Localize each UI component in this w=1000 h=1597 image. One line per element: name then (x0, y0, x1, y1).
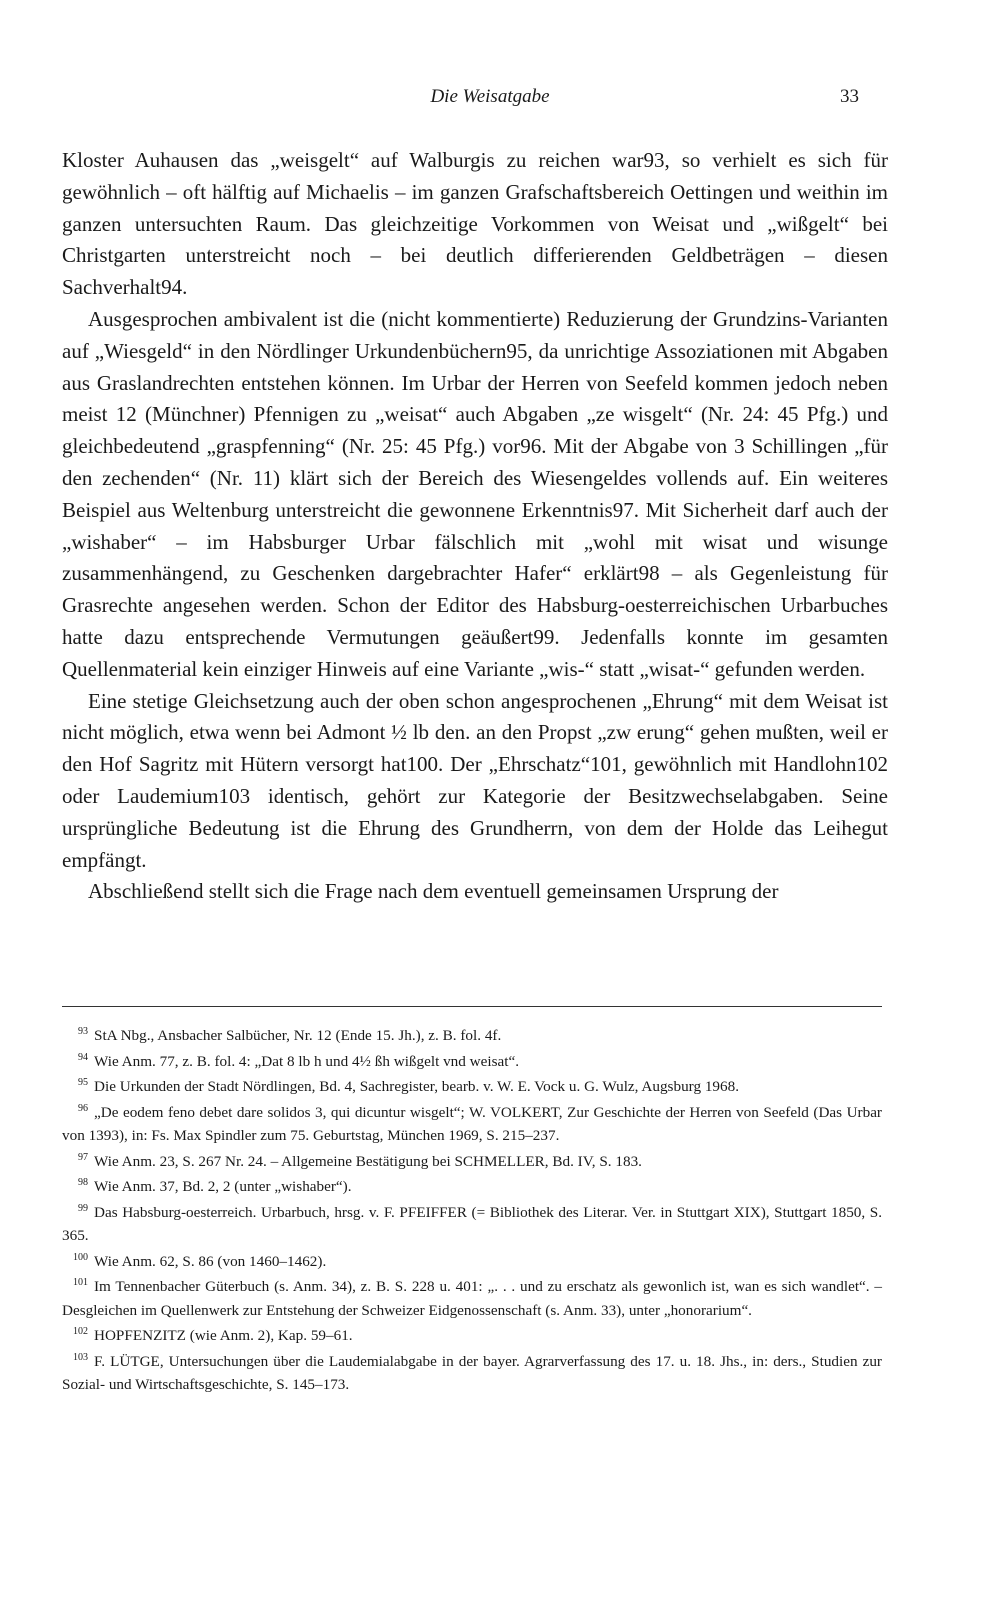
footnote (62, 1250, 882, 1274)
footnote-number: 103 (73, 1351, 88, 1363)
footnote-text: Wie Anm. 77, z. B. fol. 4: „Dat 8 lb h und 4½ ßh wißgelt vnd weisat“. (94, 1052, 519, 1070)
running-title: Die Weisatgabe (430, 86, 550, 107)
footnote-text: Im Tennenbacher Güterbuch (s. Anm. 34), z. B. S. 228 u. 401: „. . . und zu erschatz als gewonlich ist, wan es sich wandlet“. – Desgleichen im Quellenwerk zur Entstehung der Schweizer Eidgenossenschaft (s. Anm. 33), unter „honorarium“. (62, 1278, 882, 1319)
footnote-number: 96 (78, 1102, 88, 1114)
footnote (62, 1275, 882, 1322)
paragraph: Ausgesprochen ambivalent ist die (nicht kommentierte) Reduzierung der Grundzins-Varianten auf „Wiesgeld“ in den Nördlinger Urkundenbüchern95, da unrichtige Assoziationen mit Abgaben aus Graslandrechten entstehen können. Im Urbar der Herren von Seefeld kommen jedoch neben meist 12 (Münchner) Pfennigen zu „weisat“ auch Abgaben „ze wisgelt“ (Nr. 24: 45 Pfg.) und gleichbedeutend „graspfenning“ (Nr. 25: 45 Pfg.) vor96. Mit der Abgabe von 3 Schillingen „für den zechenden“ (Nr. 11) klärt sich der Bereich des Wiesengeldes vollends auf. Ein weiteres Beispiel aus Weltenburg unterstreicht die gewonnene Erkenntnis97. Mit Sicherheit darf auch der „wishaber“ – im Habsburger Urbar fälschlich mit „wohl mit wisat und wisunge zusammenhängend, zu Geschenken dargebrachter Hafer“ erklärt98 – als Gegenleistung für Grasrechte angesehen werden. Schon der Editor des Habsburg-oesterreichischen Urbarbuches hatte dazu entsprechende Vermutungen geäußert99. Jedenfalls konnte im gesamten Quellenmaterial kein einziger Hinweis auf eine Variante „wis-“ statt „wisat-“ gefunden werden. (62, 306, 888, 681)
footnote-number: 101 (73, 1277, 88, 1288)
footnote-text: HOPFENZITZ (wie Anm. 2), Kap. 59–61. (94, 1327, 353, 1344)
footnote (62, 1024, 882, 1048)
footnote-divider (62, 1006, 882, 1007)
footnote-number: 98 (78, 1177, 88, 1188)
footnote-number: 99 (78, 1202, 88, 1214)
footnote-text: „De eodem feno debet dare solidos 3, qui dicuntur wisgelt“; W. VOLKERT, Zur Geschichte der Herren von Seefeld (Das Urbar von 1393), in: Fs. Max Spindler zum 75. Geburtstag, München 1969, S. 215–237. (62, 1103, 882, 1144)
footnote-text: Wie Anm. 37, Bd. 2, 2 (unter „wishaber“). (94, 1178, 352, 1195)
footnote-number: 93 (78, 1026, 88, 1037)
footnote (62, 1350, 882, 1397)
paragraph: Abschließend stellt sich die Frage nach dem eventuell gemeinsamen Ursprung der (88, 879, 779, 904)
footnote-number: 102 (73, 1326, 88, 1337)
footnote (62, 1050, 882, 1074)
body-text (62, 145, 888, 908)
footnote-text: Das Habsburg-oesterreich. Urbarbuch, hrsg. v. F. PFEIFFER (= Bibliothek des Literar. Ver. in Stuttgart XIX), Stuttgart 1850, S. 365. (62, 1203, 882, 1244)
footnote-number: 95 (78, 1077, 88, 1088)
footnote (62, 1150, 882, 1174)
paragraph: Kloster Auhausen das „weisgelt“ auf Walburgis zu reichen war93, so verhielt es sich für gewöhnlich – oft hälftig auf Michaelis – im ganzen Grafschaftsbereich Oettingen und weithin im ganzen untersuchten Raum. Das gleichzeitige Vorkommen von Weisat und „wißgelt“ bei Christgarten unterstreicht noch – bei deutlich differierenden Geldbeträgen – diesen Sachverhalt94. (62, 148, 888, 300)
page-number: 33 (840, 86, 859, 107)
footnotes (62, 1024, 882, 1399)
footnote-text: Wie Anm. 62, S. 86 (von 1460–1462). (94, 1252, 327, 1270)
footnote-text: Die Urkunden der Stadt Nördlingen, Bd. 4, Sachregister, bearb. v. W. E. Vock u. G. Wulz, Augsburg 1968. (94, 1078, 740, 1095)
footnote-text: StA Nbg., Ansbacher Salbücher, Nr. 12 (Ende 15. Jh.), z. B. fol. 4f. (94, 1027, 502, 1044)
paragraph: Eine stetige Gleichsetzung auch der oben schon angesprochenen „Ehrung“ mit dem Weisat ist nicht möglich, etwa wenn bei Admont ½ lb den. an den Propst „zw erung“ gehen mußten, weil er den Hof Sagritz mit Hütern versorgt hat100. Der „Ehrschatz“101, gewöhnlich mit Handlohn102 oder Laudemium103 identisch, gehört zur Kategorie der Besitzwechselabgaben. Seine ursprüngliche Bedeutung ist die Ehrung des Grundherrn, von dem der Holde das Leihegut empfängt. (62, 688, 888, 872)
footnote (62, 1324, 882, 1348)
footnote (62, 1201, 882, 1248)
footnote-number: 94 (78, 1051, 88, 1063)
footnote-number: 97 (78, 1151, 88, 1163)
footnote-text: F. LÜTGE, Untersuchungen über die Laudemialabgabe in der bayer. Agrarverfassung des 17. u. 18. Jhs., in: ders., Studien zur Sozial- und Wirtschaftsgeschichte, S. 145–173. (62, 1352, 882, 1393)
footnote-text: Wie Anm. 23, S. 267 Nr. 24. – Allgemeine Bestätigung bei SCHMELLER, Bd. IV, S. 183. (94, 1152, 642, 1170)
footnote (62, 1075, 882, 1099)
footnote (62, 1101, 882, 1148)
footnote-number: 100 (73, 1251, 88, 1263)
footnote (62, 1175, 882, 1199)
